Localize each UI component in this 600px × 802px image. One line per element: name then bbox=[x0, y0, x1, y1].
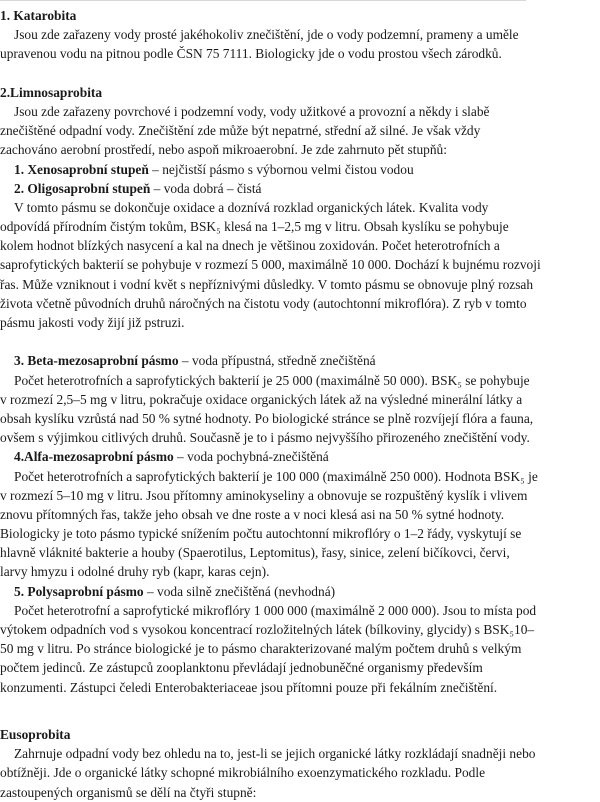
paragraph-line: obsah kyslíku vzrůstá nad 50 % sytné hodnoty. Po biologické stránce se plně rozvíjejí flóra a fauna, bbox=[0, 410, 534, 426]
paragraph-line: Počet heterotrofní a saprofytické mikroflóry 1 000 000 (maximálně 2 000 000). Jsou to místa pod bbox=[14, 602, 537, 618]
paragraph-line: ovšem s výjimkou citlivých druhů. Současně je to i pásmo nejvyššího přirozeného znečištění vody. bbox=[0, 430, 530, 446]
paragraph-line: pásmu jakosti vody žijí již pstruzi. bbox=[0, 315, 185, 330]
paragraph-line: počtem jedinců. Ze zástupců zooplanktonu převládají jednobuněčné organismy především bbox=[0, 660, 483, 676]
paragraph-line: hlavně vláknité bakterie a houby (Spaerotilus, Leptomitus), řasy, sinice, zelení bičíkovci, červi, bbox=[0, 545, 510, 561]
subsection-number: 5. Polysaprobní pásmo bbox=[14, 583, 144, 599]
section-heading-eusaprobita: Eusoprobita bbox=[0, 726, 71, 742]
paragraph-line: znečištěné odpadní vody. Znečištění zde může být nepatrné, střední až silné. Je však vždy bbox=[0, 123, 481, 139]
paragraph-line: larvy hmyzu i odolné druhy ryb (kapr, karas cejn). bbox=[0, 564, 270, 580]
paragraph-line bbox=[0, 332, 600, 351]
subsection-desc: – voda přípustná, středně znečištěná bbox=[178, 353, 376, 369]
paragraph-line: zastoupených organismů se dělí na čtyři stupně: bbox=[0, 784, 257, 800]
document-body bbox=[0, 6, 600, 802]
paragraph-line: výtokem odpadních vod s vysokou koncentrací rozložitelných látek (bílkoviny, glycidy) s BSK₅10– bbox=[0, 622, 535, 637]
subsection-desc: – voda silně znečištěná (nevhodná) bbox=[143, 583, 336, 599]
subsection-title-oligosaprobni bbox=[0, 179, 600, 198]
subsection-number: 2. Oligosaprobní stupeň bbox=[14, 180, 151, 196]
subsection-title-xenosaprobni bbox=[0, 160, 600, 179]
paragraph-line: Biologicky je toto pásmo typické snížením počtu autochtonní mikroflóry o 1–2 řády, vyskytují se bbox=[0, 526, 522, 542]
paragraph-line: v rozmezí 2,5–5 mg v litru, pokračuje oxidace organických látek až na výsledné minerální látky a bbox=[0, 391, 523, 407]
subsection-number: 1. Xenosaprobní stupeň bbox=[14, 161, 149, 177]
subsection-title-alfa-mezosaprobni bbox=[0, 447, 600, 466]
paragraph-line: Jsou zde zařazeny vody prosté jakéhokoliv znečištění, jde o vody podzemní, prameny a uměle bbox=[14, 27, 519, 43]
subsection-number: 4.Alfa-mezosaprobní pásmo bbox=[14, 449, 174, 465]
paragraph-line: znovu přítomných řas, takže jeho obsah ve dne roste a v noci klesá asi na 50 % sytné hodnoty. bbox=[0, 506, 505, 522]
paragraph-line: řas. Může vzniknout i vodní květ s nepříznivými důsledky. V tomto pásmu se obnovuje plný rozsah bbox=[0, 276, 534, 292]
paragraph-line: Jsou zde zařazeny povrchové i podzemní vody, vody užitkové a provozní a někdy i slabě bbox=[14, 103, 490, 119]
paragraph-line bbox=[0, 697, 600, 716]
paragraph-line: upravenou vodu na pitnou podle ČSN 75 7111. Biologicky jde o vodu prostou všech zárodků. bbox=[0, 46, 502, 62]
section-heading-limnosaprobita: 2.Limnosaprobita bbox=[0, 84, 103, 100]
section-heading-katarobita: 1. Katarobita bbox=[0, 8, 77, 23]
paragraph-line: Počet heterotrofních a saprofytických bakterií je 100 000 (maximálně 250 000). Hodnota BSK₅ je bbox=[14, 468, 538, 484]
paragraph-line: konzumenti. Zástupci čeledi Enterobakteriaceae jsou přítomni pouze při fekálním znečištění. bbox=[0, 679, 498, 695]
paragraph-line: obtížněji. Jde o organické látky schopné mikrobiálního exoenzymatického rozkladu. Podle bbox=[0, 765, 486, 781]
subsection-desc: – voda pochybná-znečištěná bbox=[173, 449, 329, 465]
paragraph-line: Počet heterotrofních a saprofytických bakterií je 25 000 (maximálně 50 000). BSK₅ se pohybuje bbox=[14, 372, 530, 388]
paragraph-line: života včetně původních druhů náročných na čistotu vody (autochtonní mikroflóra). Z ryb v tomto bbox=[0, 295, 527, 311]
paragraph-line: 50 mg v litru. Po stránce biologické je to pásmo charakterizované malým počtem druhů s velkým bbox=[0, 641, 522, 657]
paragraph-line: zachováno aerobní prostředí, nebo aspoň mikroaerobní. Je zde zahrnuto pět stupňů: bbox=[0, 142, 447, 158]
paragraph-line: kolem hodnot blízkých nasycení a kal na dnech je většinou zoxidován. Počet heterotrofních a bbox=[0, 238, 500, 254]
paragraph-line: v rozmezí 5–10 mg v litru. Jsou přítomny aminokyseliny a obnovuje se rozpuštěný kyslík i vlivem bbox=[0, 487, 528, 503]
subsection-desc: – voda dobrá – čistá bbox=[150, 180, 262, 196]
paragraph-line: saprofytických bakterií se pohybuje v rozmezí 5 000, maximálně 10 000. Dochází k bujnému rozvoji bbox=[0, 257, 541, 273]
subsection-title-beta-mezosaprobni bbox=[0, 351, 600, 370]
paragraph-line: V tomto pásmu se dokončuje oxidace a doznívá rozklad organických látek. Kvalita vody bbox=[14, 199, 489, 215]
subsection-title-polysaprobni bbox=[0, 582, 600, 601]
subsection-number: 3. Beta-mezosaprobní pásmo bbox=[14, 353, 179, 369]
paragraph-line: odpovídá přírodním čistým tokům, BSK₅ klesá na 1–2,5 mg v litru. Obsah kyslíku se pohybuje bbox=[0, 219, 509, 235]
top-rule bbox=[0, 0, 526, 1]
paragraph-line: Zahrnuje odpadní vody bez ohledu na to, jest-li se jejich organické látky rozkládají snadněji nebo bbox=[14, 746, 536, 762]
subsection-desc: – nejčistší pásmo s výbornou velmi čistou vodou bbox=[148, 161, 414, 177]
